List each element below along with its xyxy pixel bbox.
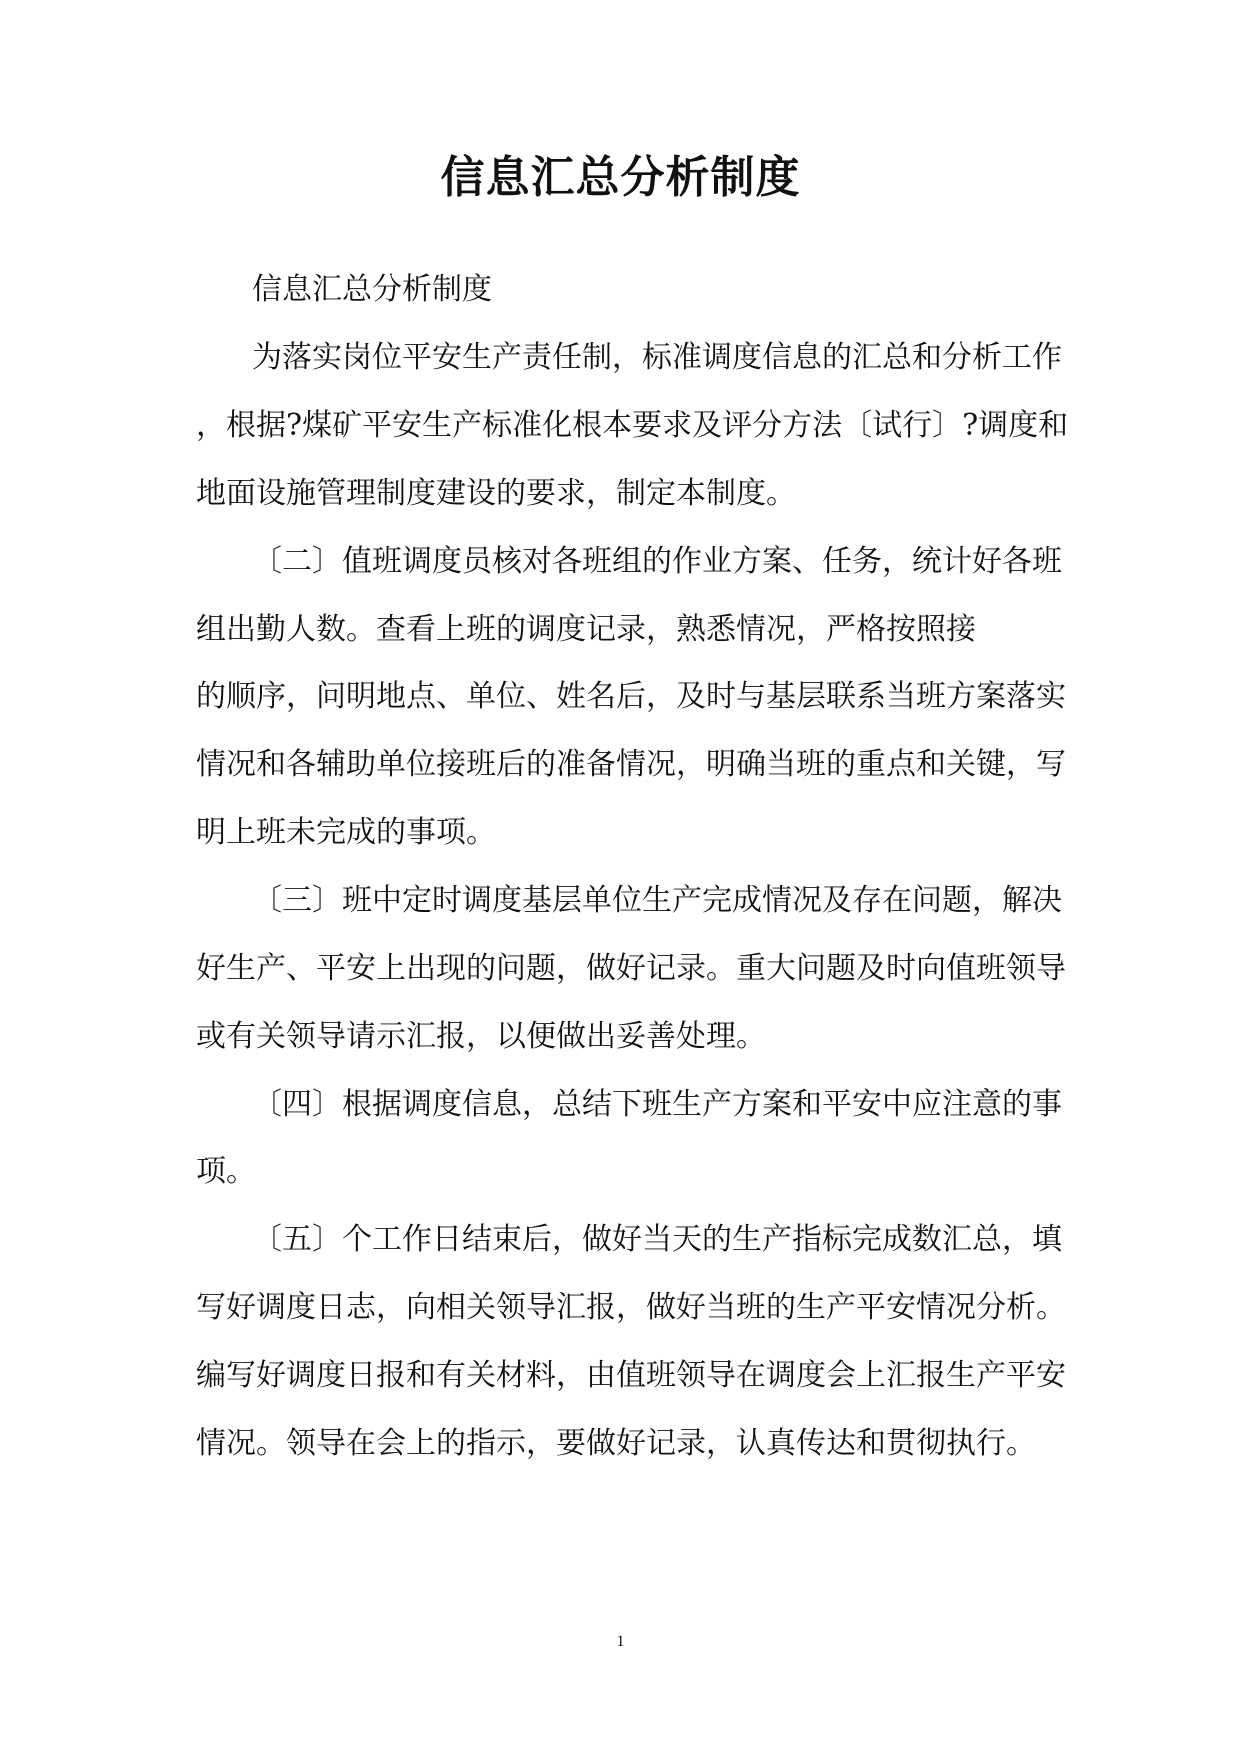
paragraph-line: 情况。领导在会上的指示，要做好记录，认真传达和贯彻执行。 [196,1426,1036,1461]
subtitle-line: 信息汇总分析制度 [252,272,492,307]
paragraph-line: 项。 [196,1154,256,1189]
document-title: 信息汇总分析制度 [440,152,801,203]
paragraph-line: 〔二〕值班调度员核对各班组的作业方案、任务，统计好各班 [252,544,1062,579]
paragraph-line: 好生产、平安上出现的问题，做好记录。重大问题及时向值班领导 [196,951,1066,986]
paragraph-line: 组出勤人数。查看上班的调度记录，熟悉情况，严格按照接 [196,612,976,647]
paragraph-line: 〔五〕个工作日结束后，做好当天的生产指标完成数汇总，填 [252,1222,1062,1257]
paragraph-line: 〔三〕班中定时调度基层单位生产完成情况及存在问题，解决 [252,883,1062,918]
page-number: 1 [616,1633,625,1650]
paragraph-line: 或有关领导请示汇报，以便做出妥善处理。 [196,1019,766,1054]
paragraph-line: 编写好调度日报和有关材料，由值班领导在调度会上汇报生产平安 [196,1358,1066,1393]
paragraph-line: 的顺序，问明地点、单位、姓名后，及时与基层联系当班方案落实 [196,679,1066,714]
paragraph-line: 写好调度日志，向相关领导汇报，做好当班的生产平安情况分析。 [196,1290,1066,1325]
paragraph-line: 地面设施管理制度建设的要求，制定本制度。 [196,476,796,511]
paragraph-line: 为落实岗位平安生产责任制，标准调度信息的汇总和分析工作 [252,340,1062,375]
paragraph-line: 〔四〕根据调度信息，总结下班生产方案和平安中应注意的事 [252,1087,1062,1122]
paragraph-line: ，根据?煤矿平安生产标准化根本要求及评分方法〔试行〕?调度和 [196,408,1069,443]
paragraph-line: 明上班未完成的事项。 [196,815,496,850]
paragraph-line: 情况和各辅助单位接班后的准备情况，明确当班的重点和关键，写 [196,747,1066,782]
